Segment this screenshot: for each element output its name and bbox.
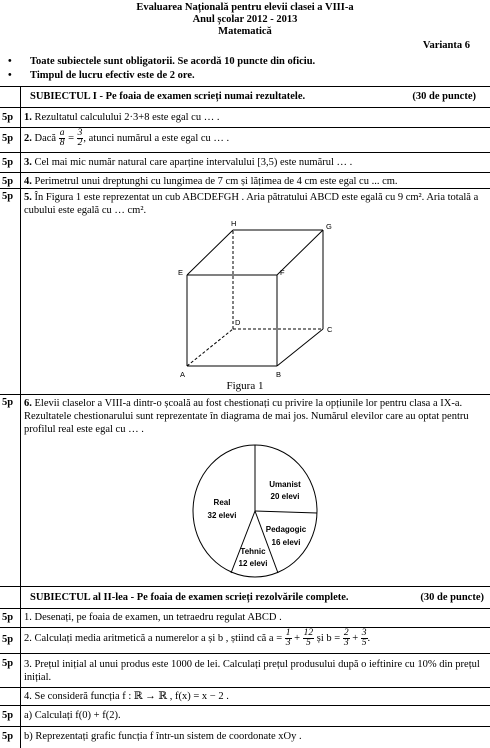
points-ii-4b: 5p [2,731,14,742]
cube-label-f: F [280,268,285,277]
question-ii-2: 2. Calculați media aritmetică a numerelor a și b , știind că a = $\frac{1}{3}$ + $\frac{12}{5}$ și b = $\frac{2}{3}$ + $\frac{3}{5}$ . [24,628,371,649]
cube-label-h: H [231,219,237,228]
pie-label-tehnic: Tehnic [240,547,266,556]
divider [0,608,490,609]
header-line-1: Evaluarea Națională pentru elevii clasei a VIII-a [136,2,354,13]
pie-value-pedagogic: 16 elevi [271,538,301,547]
divider [0,586,490,587]
header-line-3: Matematică [218,26,272,37]
divider [0,86,490,87]
cube-label-b: B [276,370,282,379]
divider [0,726,490,727]
question-1: 1. Rezultatul calculului 2·3+8 este egal cu … . [24,112,220,123]
pie-label-umanist: Umanist [269,480,301,489]
pie-value-real: 32 elevi [207,511,237,520]
cube-label-a: A [180,370,186,379]
cube-label-d: D [235,318,241,327]
points-q3: 5p [2,157,14,168]
exam-header [0,2,490,38]
pie-label-pedagogic: Pedagogic [265,525,307,534]
divider [0,653,490,654]
question-3: 3. Cel mai mic număr natural care aparține intervalului [3,5) este numărul … . [24,157,353,168]
divider [0,394,490,395]
question-ii-1: 1. Desenați, pe foaia de examen, un tetraedru regulat ABCD . [24,612,282,623]
variant-label: Varianta 6 [422,40,470,51]
question-ii-4b: b) Reprezentați grafic funcția f într-un sistem de coordonate xOy . [24,731,302,742]
points-q1: 5p [2,112,14,123]
divider [0,188,490,189]
points-ii-2: 5p [2,634,14,645]
cube-figure [165,216,355,381]
figure-caption: Figura 1 [226,380,264,392]
cube-label-e: E [178,268,184,277]
pie-value-umanist: 20 elevi [270,492,300,501]
subject2-points: (30 de puncte) [420,592,484,603]
question-4: 4. Perimetrul unui dreptunghi cu lungimea de 7 cm și lățimea de 4 cm este egal cu ... cm. [24,176,398,187]
points-ii-4a: 5p [2,710,14,721]
pie-diagram [190,442,320,580]
divider [0,705,490,706]
subject1-title: SUBIECTUL I - Pe foaia de examen scrieți numai rezultatele. [30,91,306,102]
points-q2: 5p [2,133,14,144]
subject2-title: SUBIECTUL al II-lea - Pe foaia de examen scrieți rezolvările complete. [30,592,349,603]
header-line-2: Anul școlar 2012 - 2013 [192,14,298,25]
points-column-line [20,586,21,748]
instruction-1: • Toate subiectele sunt obligatorii. Se acordă 10 puncte din oficiu. [8,56,316,67]
points-q6: 5p [2,397,14,408]
subject1-points: (30 de puncte) [412,91,476,102]
divider [0,687,490,688]
cube-label-g: G [326,222,332,231]
question-ii-4: 4. Se consideră funcția f : ℝ → ℝ , f(x) = x − 2 . [24,691,229,702]
points-column-line [20,86,21,586]
pie-label-real: Real [213,498,231,507]
question-2: 2. Dacă $\frac{a}{8}$ = $\frac{3}{2}$ , atunci numărul a este egal cu … . [24,128,230,149]
cube-label-c: C [327,325,333,334]
question-ii-3: 3. Prețul inițial al unui produs este 1000 de lei. Calculați prețul produsului după o ieftinire cu 10% din prețul inițial. [24,659,480,683]
instruction-2: • Timpul de lucru efectiv este de 2 ore. [8,70,195,81]
points-q5: 5p [2,191,14,202]
points-ii-1: 5p [2,612,14,623]
question-ii-4a: a) Calculați f(0) + f(2). [24,710,121,721]
divider [0,107,490,108]
divider [0,172,490,173]
question-6: 6. Elevii claselor a VIII-a dintr-o școală au fost chestionați cu privire la opțiunile lor pentru clasa a IX-a. Rezultatele chestionarului sunt reprezentate în diagrama de mai jos. Numărul elevilor care au optat pentru profilul real este egal cu … . [24,398,469,435]
pie-value-tehnic: 12 elevi [238,559,268,568]
points-q4: 5p [2,176,14,187]
points-ii-3: 5p [2,658,14,669]
divider [0,152,490,153]
question-5: 5. În Figura 1 este reprezentat un cub ABCDEFGH . Aria pătratului ABCD este egală cu 9 cm². Aria totală a cubului este egală cu … cm². [24,192,479,216]
